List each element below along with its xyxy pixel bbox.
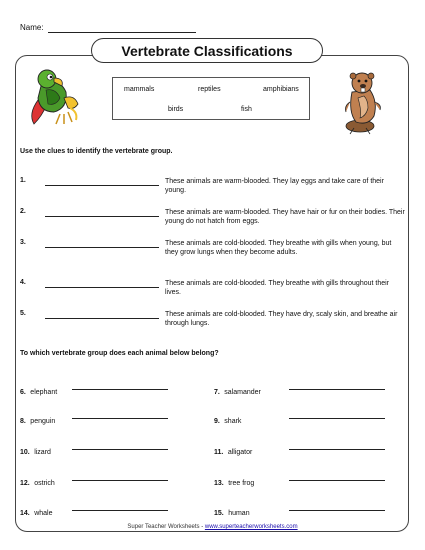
animal-item <box>214 472 254 490</box>
animal-number: 8. <box>20 418 26 425</box>
footer-link[interactable]: www.superteacherworksheets.com <box>204 524 298 530</box>
word-bank-item: reptiles <box>198 86 221 93</box>
answer-line[interactable] <box>72 510 168 511</box>
animal-item <box>214 502 250 520</box>
clue-number: 1. <box>20 177 26 184</box>
answer-line[interactable] <box>289 510 385 511</box>
name-label: Name: <box>20 23 44 32</box>
animal-item <box>214 381 261 399</box>
animal-name: salamander <box>224 389 261 396</box>
animal-number: 7. <box>214 389 220 396</box>
animal-item <box>20 381 57 399</box>
word-bank-item: fish <box>241 106 252 113</box>
answer-line[interactable] <box>45 318 159 319</box>
animal-name: lizard <box>34 449 51 456</box>
animal-number: 15. <box>214 510 224 517</box>
answer-line[interactable] <box>289 389 385 390</box>
answer-line[interactable] <box>289 480 385 481</box>
answer-line[interactable] <box>289 418 385 419</box>
answer-line[interactable] <box>72 480 168 481</box>
directions-clues: Use the clues to identify the vertebrate group. <box>20 148 173 155</box>
animal-item <box>214 441 252 459</box>
word-bank-item: mammals <box>124 86 155 93</box>
animal-number: 9. <box>214 418 220 425</box>
page-title: Vertebrate Classifications <box>91 38 323 63</box>
animal-name: ostrich <box>34 480 55 487</box>
answer-line[interactable] <box>45 216 159 217</box>
animal-number: 11. <box>214 449 224 456</box>
word-bank-item: amphibians <box>263 86 299 93</box>
answer-line[interactable] <box>72 418 168 419</box>
parrot-illustration <box>20 64 88 128</box>
animal-item <box>20 502 52 520</box>
animal-name: alligator <box>227 449 253 456</box>
word-bank <box>112 77 310 120</box>
answer-line[interactable] <box>45 287 159 288</box>
animal-item <box>20 441 51 459</box>
animal-number: 6. <box>20 389 26 396</box>
answer-line[interactable] <box>45 185 159 186</box>
animal-name: elephant <box>30 389 58 396</box>
animal-name: shark <box>224 418 242 425</box>
animal-name: tree frog <box>228 480 255 487</box>
animal-name: whale <box>34 510 53 517</box>
clue-text: These animals are warm-blooded. They lay eggs and take care of their young. <box>165 178 384 194</box>
directions-animals: To which vertebrate group does each animal below belong? <box>20 350 219 357</box>
answer-line[interactable] <box>72 449 168 450</box>
animal-number: 14. <box>20 510 30 517</box>
animal-name: penguin <box>30 418 56 425</box>
clue-text: These animals are cold-blooded. They have dry, scaly skin, and breathe air through lungs. <box>165 311 398 327</box>
clue-text: These animals are cold-blooded. They breathe with gills when young, but they grow lungs when they become adults. <box>165 240 392 256</box>
animal-item <box>20 472 55 490</box>
answer-line[interactable] <box>72 389 168 390</box>
animal-name: human <box>228 510 250 517</box>
beaver-illustration <box>340 68 388 138</box>
clue-number: 3. <box>20 239 26 246</box>
animal-number: 13. <box>214 480 224 487</box>
animal-item <box>214 410 241 428</box>
clue-number: 5. <box>20 310 26 317</box>
word-bank-item: birds <box>168 106 184 113</box>
footer <box>0 524 425 530</box>
animal-number: 10. <box>20 449 30 456</box>
clue-text: These animals are warm-blooded. They have hair or fur on their bodies. Their young do not hatch from eggs. <box>165 209 405 225</box>
animal-item <box>20 410 55 428</box>
clue-text: These animals are cold-blooded. They breathe with gills throughout their lives. <box>165 280 389 296</box>
answer-line[interactable] <box>45 247 159 248</box>
clue-number: 4. <box>20 279 26 286</box>
answer-line[interactable] <box>289 449 385 450</box>
name-field[interactable] <box>48 32 196 33</box>
animal-number: 12. <box>20 480 30 487</box>
footer-text: Super Teacher Worksheets - <box>127 524 205 530</box>
clue-number: 2. <box>20 208 26 215</box>
